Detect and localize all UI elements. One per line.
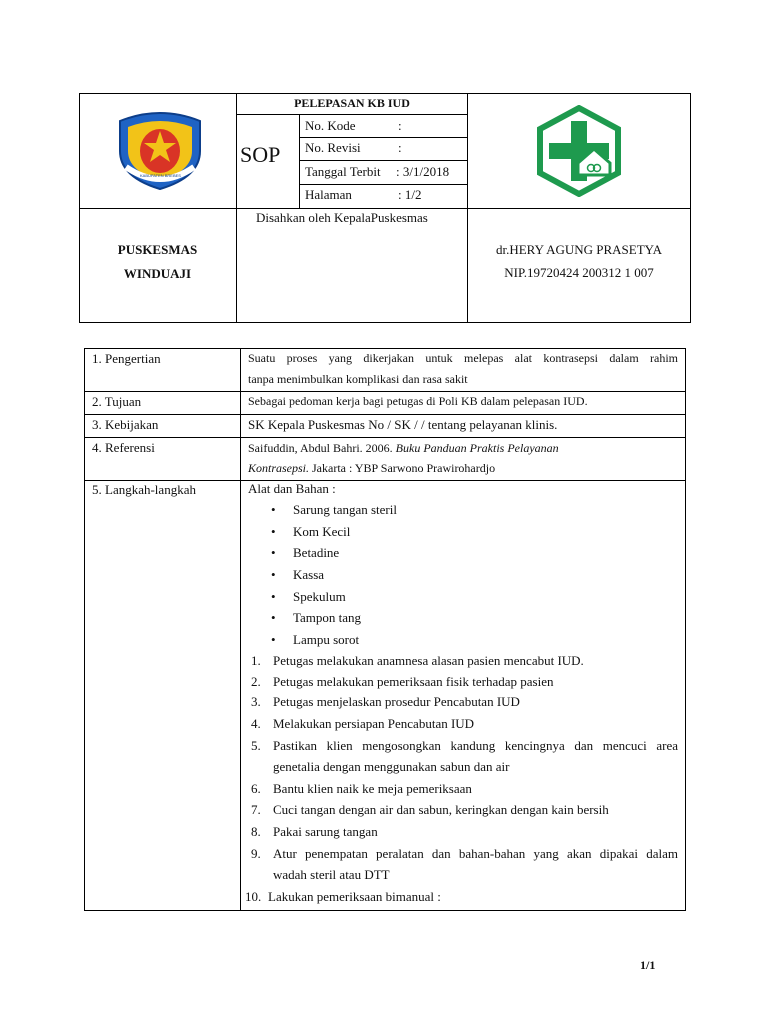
page-number: 1/1 xyxy=(640,958,656,972)
signer-nip: NIP.19720424 200312 1 007 xyxy=(504,265,654,280)
pengertian-line1: Suatu proses yang dikerjakan untuk melepas alat kontrasepsi dalam rahim xyxy=(248,351,678,365)
referensi-book-title-cont: Kontrasepsi. xyxy=(248,461,310,475)
field-no-kode-value: : xyxy=(398,118,402,133)
step-number: 9. xyxy=(251,846,261,861)
sop-label: SOP xyxy=(240,142,281,167)
step-number: 2. xyxy=(251,674,261,689)
step-text: Petugas melakukan anamnesa alasan pasien mencabut IUD. xyxy=(273,653,584,668)
section-label-referensi: 4. Referensi xyxy=(92,440,155,455)
alat-item: • Betadine xyxy=(293,545,339,561)
field-halaman-label: Halaman xyxy=(305,187,352,202)
step-number: 7. xyxy=(251,802,261,817)
field-halaman-value: : 1/2 xyxy=(398,187,422,202)
section-label-pengertian: 1. Pengertian xyxy=(92,351,161,366)
referensi-author: Saifuddin, Abdul Bahri. 2006. xyxy=(248,441,396,455)
step-text: Lakukan pemeriksaan bimanual : xyxy=(268,889,441,904)
signer-name: dr.HERY AGUNG PRASETYA xyxy=(495,242,662,257)
referensi-publisher: Jakarta : YBP Sarwono Prawirohardjo xyxy=(309,461,496,475)
step-number: 10. xyxy=(245,889,262,904)
step-number: 1. xyxy=(251,653,261,668)
step-number: 3. xyxy=(251,694,261,709)
step-text: Petugas melakukan pemeriksaan fisik terhadap pasien xyxy=(273,674,554,689)
alat-item: • Lampu sorot xyxy=(293,632,359,648)
field-no-revisi-value: : xyxy=(398,140,402,155)
alat-item: • Sarung tangan steril xyxy=(293,502,397,518)
kebijakan-text: SK Kepala Puskesmas No / SK / / tentang pelayanan klinis. xyxy=(248,417,558,432)
field-tanggal-value: : 3/1/2018 xyxy=(396,164,450,179)
pengertian-line2: tanpa menimbulkan komplikasi dan rasa sakit xyxy=(248,372,468,386)
step-text: Pakai sarung tangan xyxy=(273,824,378,839)
step-text-cont: wadah steril atau DTT xyxy=(273,867,390,882)
institution-name-line2: WINDUAJI xyxy=(123,266,192,281)
step-text-cont: genetalia dengan menggunakan sabun dan air xyxy=(273,759,510,774)
step-number: 8. xyxy=(251,824,261,839)
section-label-kebijakan: 3. Kebijakan xyxy=(92,417,159,432)
approval-text: Disahkan oleh KepalaPuskesmas xyxy=(256,210,428,225)
step-number: 4. xyxy=(251,716,261,731)
field-tanggal-label: Tanggal Terbit xyxy=(305,164,381,179)
alat-item: • Spekulum xyxy=(293,589,346,605)
puskesmas-logo xyxy=(536,105,622,197)
step-text: Cuci tangan dengan air dan sabun, keringkan dengan kain bersih xyxy=(273,802,609,817)
field-no-revisi-label: No. Revisi xyxy=(305,140,361,155)
alat-heading: Alat dan Bahan : xyxy=(248,481,336,496)
alat-item: • Tampon tang xyxy=(293,610,361,626)
referensi-line1 xyxy=(248,440,559,456)
section-label-tujuan: 2. Tujuan xyxy=(92,394,142,409)
step-text: Bantu klien naik ke meja pemeriksaan xyxy=(273,781,472,796)
step-text: Petugas menjelaskan prosedur Pencabutan IUD xyxy=(273,694,520,709)
step-text: Atur penempatan peralatan dan bahan-bahan yang akan dipakai dalam xyxy=(273,846,678,861)
seal-caption: KABUPATEN BREBES xyxy=(140,173,181,178)
institution-name-line1: PUSKESMAS xyxy=(117,242,198,257)
alat-item: • Kom Kecil xyxy=(293,524,350,540)
referensi-line2 xyxy=(248,460,495,476)
step-text: Melakukan persiapan Pencabutan IUD xyxy=(273,716,475,731)
tujuan-text: Sebagai pedoman kerja bagi petugas di Poli KB dalam pelepasan IUD. xyxy=(248,394,588,408)
field-no-kode-label: No. Kode xyxy=(305,118,356,133)
section-label-langkah: 5. Langkah-langkah xyxy=(92,482,196,497)
step-number: 6. xyxy=(251,781,261,796)
document-title: PELEPASAN KB IUD xyxy=(294,96,410,110)
step-number: 5. xyxy=(251,738,261,753)
referensi-book-title: Buku Panduan Praktis Pelayanan xyxy=(395,441,559,455)
step-text: Pastikan klien mengosongkan kandung kencingnya dan mencuci area xyxy=(273,738,678,753)
alat-item: • Kassa xyxy=(293,567,324,583)
regency-seal-logo xyxy=(112,107,208,191)
